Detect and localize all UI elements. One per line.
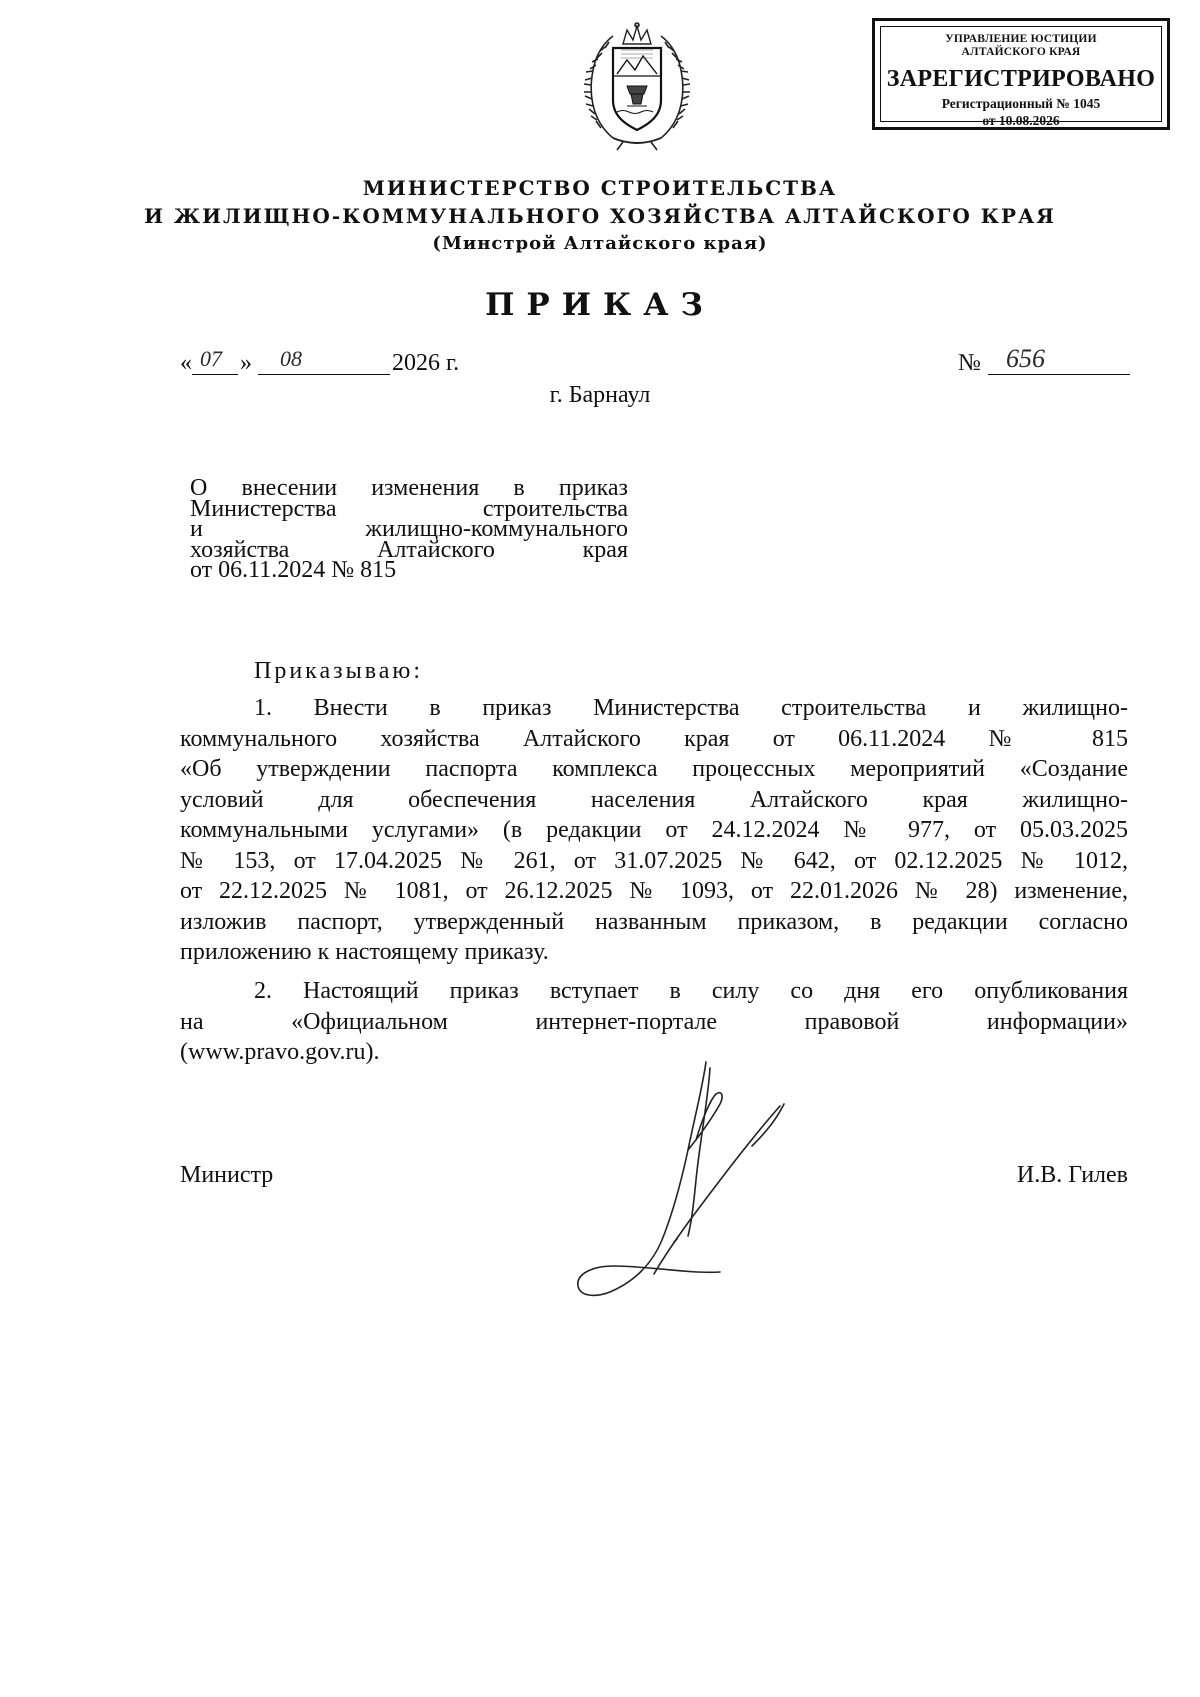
order-subject: [190, 475, 628, 583]
stamp-org-line2: АЛТАЙСКОГО КРАЯ: [961, 46, 1081, 58]
document-type-title: ПРИКАЗ: [485, 287, 715, 323]
number-sign: №: [958, 350, 981, 376]
subject-line: хозяйства Алтайского края: [190, 536, 628, 563]
paragraph-line: приложению к настоящему приказу.: [180, 939, 549, 965]
day-underline: [192, 374, 238, 375]
date-month-handwritten: 08: [280, 346, 302, 371]
paragraph-line: 1. Внести в приказ Министерства строительства и жилищно-: [254, 695, 1128, 721]
subject-line: О внесении изменения в приказ: [190, 475, 628, 501]
stamp-organization: [881, 33, 1161, 59]
paragraph-line: коммунальными услугами» (в редакции от 24.12.2024 № 977, от 05.03.2025: [180, 817, 1128, 843]
altai-krai-coat-of-arms-icon: [583, 20, 691, 152]
stamp-org-line1: УПРАВЛЕНИЕ ЮСТИЦИИ: [945, 33, 1097, 45]
stamp-date-value: 10.08.2026: [998, 113, 1060, 128]
paragraph-2: [180, 976, 1128, 1068]
paragraph-line: условий для обеспечения населения Алтайского края жилищно-: [180, 786, 1128, 813]
signatory-role: Министр: [180, 1162, 274, 1188]
signatory-name: И.В. Гилев: [1016, 1162, 1128, 1188]
date-year: 2026 г.: [392, 350, 460, 376]
paragraph-line: от 22.12.2025 № 1081, от 26.12.2025 № 1093, от 22.01.2026 № 28) изменение,: [180, 878, 1128, 904]
city: г. Барнаул: [549, 382, 651, 408]
paragraph-1: [180, 693, 1128, 968]
ministry-name-line1: МИНИСТЕРСТВО СТРОИТЕЛЬСТВА: [362, 176, 838, 200]
ministry-short-name: (Минстрой Алтайского края): [432, 233, 768, 254]
decree-word: Приказываю:: [254, 658, 423, 684]
month-underline: [258, 374, 390, 375]
stamp-title: ЗАРЕГИСТРИРОВАНО: [886, 66, 1156, 92]
paragraph-line: № 153, от 17.04.2025 № 261, от 31.07.2025 № 642, от 02.12.2025 № 1012,: [180, 847, 1128, 874]
date-close-quote: »: [240, 350, 252, 376]
subject-line: от 06.11.2024 № 815: [190, 557, 397, 583]
order-number-handwritten: 656: [1006, 344, 1045, 373]
stamp-date-prefix: от: [982, 113, 996, 128]
paragraph-line: на «Официальном интернет-портале правовой информации»: [180, 1008, 1128, 1035]
handwritten-signature: [570, 1060, 830, 1310]
registration-stamp: [872, 18, 1170, 130]
number-underline: [988, 374, 1130, 375]
stamp-reg-value: 1045: [1073, 96, 1101, 111]
paragraph-line: коммунального хозяйства Алтайского края от 06.11.2024 № 815: [180, 725, 1128, 752]
subject-line: Министерства строительства: [190, 495, 628, 522]
stamp-registration-number: [881, 95, 1161, 112]
paragraph-line: (www.pravo.gov.ru).: [180, 1039, 380, 1065]
stamp-reg-label: Регистрационный №: [941, 96, 1070, 111]
date-day-handwritten: 07: [200, 346, 222, 371]
date-open-quote: «: [180, 350, 192, 376]
paragraph-line: «Об утверждении паспорта комплекса процессных мероприятий «Создание: [180, 756, 1128, 782]
stamp-date: [881, 112, 1161, 129]
ministry-name-line2: И ЖИЛИЩНО-КОММУНАЛЬНОГО ХОЗЯЙСТВА АЛТАЙСКОГО КРАЯ: [144, 204, 1056, 228]
registration-stamp-inner-frame: [880, 26, 1162, 128]
subject-line: и жилищно-коммунального: [190, 516, 628, 542]
paragraph-line: изложив паспорт, утвержденный названным приказом, в редакции согласно: [180, 908, 1128, 935]
paragraph-line: 2. Настоящий приказ вступает в силу со дня его опубликования: [254, 978, 1128, 1004]
